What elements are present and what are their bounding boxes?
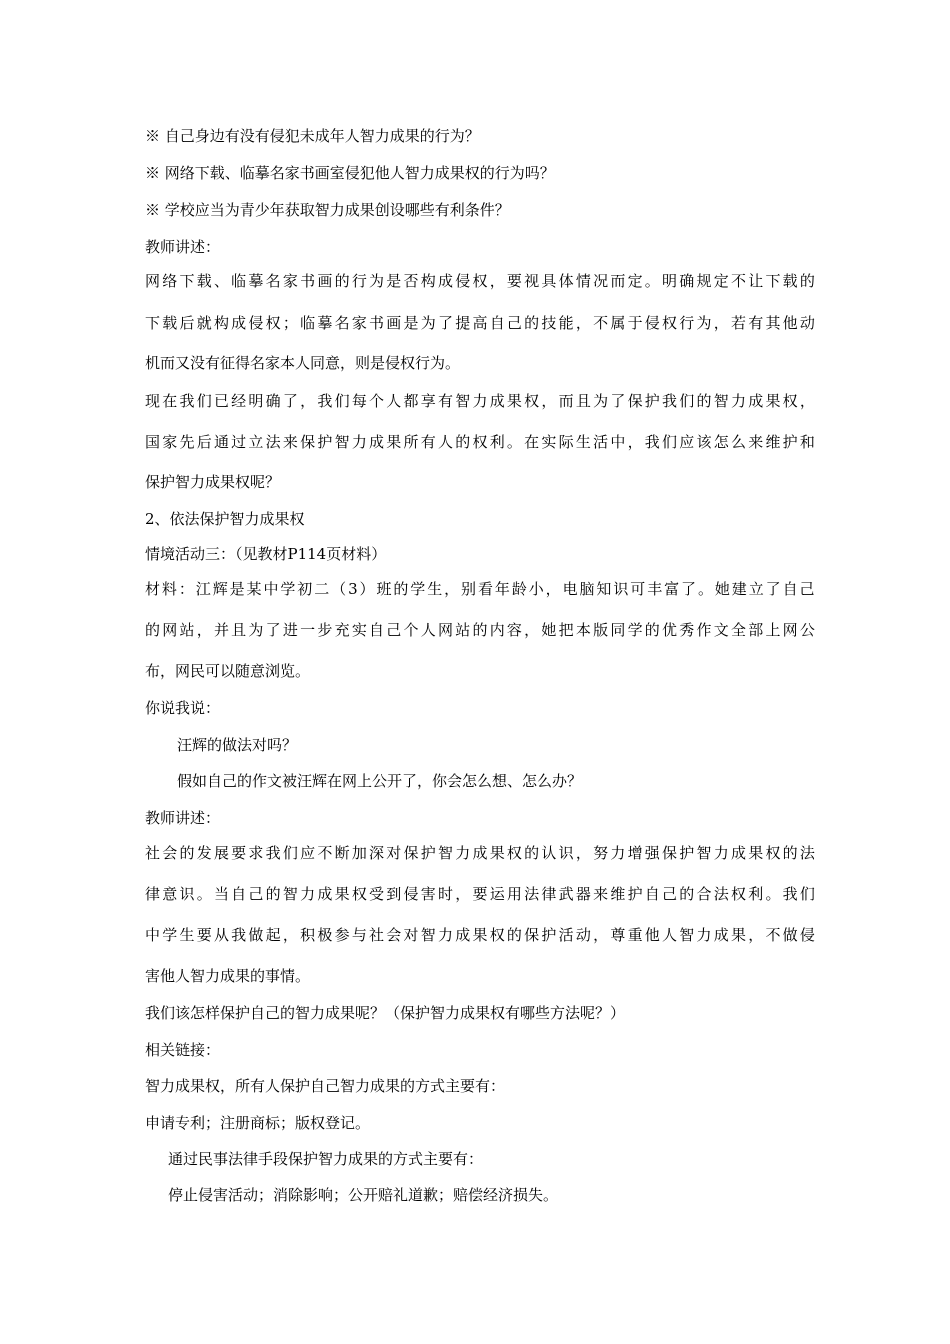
- link-text-line: 停止侵害活动；消除影响；公开赔礼道歉；赔偿经济损失。: [168, 1186, 559, 1204]
- paragraph-line: 社 会 的 发 展 要 求 我 们 应 不 断 加 深 对 保 护 智 力 成 果 权 的 认 识 ， 努 力 增 强 保 护 智 力 成 果 权 的 法: [145, 844, 815, 862]
- link-text-line: 智力成果权，所有人保护自己智力成果的方式主要有：: [145, 1077, 506, 1095]
- question-line-3: ※ 学校应当为青少年获取智力成果创设哪些有利条件？: [145, 201, 510, 219]
- activity-label: 情境活动三：（见教材P114页材料）: [145, 545, 387, 563]
- paragraph-line: 机而又没有征得名家本人同意，则是侵权行为。: [145, 354, 461, 372]
- question-line-2: ※ 网络下载、临摹名家书画室侵犯他人智力成果权的行为吗？: [145, 164, 555, 182]
- discussion-question-1: 汪辉的做法对吗？: [177, 736, 298, 754]
- paragraph-line: 网 络 下 载 、 临 摹 名 家 书 画 的 行 为 是 否 构 成 侵 权 ， 要 视 具 体 情 况 而 定 。 明 确 规 定 不 让 下 载 的: [145, 272, 815, 290]
- section-label-discussion: 你说我说：: [145, 699, 221, 717]
- paragraph-line: 现 在 我 们 已 经 明 确 了 ， 我 们 每 个 人 都 享 有 智 力 成 果 权 ， 而 且 为 了 保 护 我 们 的 智 力 成 果 权 ，: [145, 392, 815, 410]
- paragraph-line: 下 载 后 就 构 成 侵 权 ； 临 摹 名 家 书 画 是 为 了 提 高 自 己 的 技 能 ， 不 属 于 侵 权 行 为 ， 若 有 其 他 动: [145, 314, 815, 332]
- paragraph-line: 国 家 先 后 通 过 立 法 来 保 护 智 力 成 果 所 有 人 的 权 利 。 在 实 际 生 活 中 ， 我 们 应 该 怎 么 来 维 护 和: [145, 433, 815, 451]
- question-paragraph: 我们该怎样保护自己的智力成果呢？（保护智力成果权有哪些方法呢？）: [145, 1004, 626, 1022]
- paragraph-line: 害他人智力成果的事情。: [145, 967, 311, 985]
- link-text-line: 申请专利；注册商标；版权登记。: [145, 1114, 371, 1132]
- paragraph-line: 律 意 识 。 当 自 己 的 智 力 成 果 权 受 到 侵 害 时 ， 要 运 用 法 律 武 器 来 维 护 自 己 的 合 法 权 利 。 我 们: [145, 885, 815, 903]
- material-line: 材 料 ： 江 辉 是 某 中 学 初 二 （ 3 ） 班 的 学 生 ， 别 看 年 龄 小 ， 电 脑 知 识 可 丰 富 了 。 她 建 立 了 自 己: [145, 580, 815, 598]
- paragraph-line: 中 学 生 要 从 我 做 起 ， 积 极 参 与 社 会 对 智 力 成 果 权 的 保 护 活 动 ， 尊 重 他 人 智 力 成 果 ， 不 做 侵: [145, 926, 815, 944]
- link-text-line: 通过民事法律手段保护智力成果的方式主要有：: [168, 1150, 484, 1168]
- material-line: 的 网 站 ， 并 且 为 了 进 一 步 充 实 自 己 个 人 网 站 的 内 容 ， 她 把 本 版 同 学 的 优 秀 作 文 全 部 上 网 公: [145, 621, 815, 639]
- section-label-teacher-1: 教师讲述：: [145, 238, 221, 256]
- section-label-links: 相关链接：: [145, 1041, 221, 1059]
- material-line: 布，网民可以随意浏览。: [145, 662, 311, 680]
- discussion-question-2: 假如自己的作文被汪辉在网上公开了，你会怎么想、怎么办？: [177, 772, 583, 790]
- question-line-1: ※ 自己身边有没有侵犯未成年人智力成果的行为？: [145, 127, 480, 145]
- paragraph-line: 保护智力成果权呢？: [145, 473, 281, 491]
- section-label-teacher-2: 教师讲述：: [145, 809, 221, 827]
- section-heading: 2、依法保护智力成果权: [145, 510, 305, 528]
